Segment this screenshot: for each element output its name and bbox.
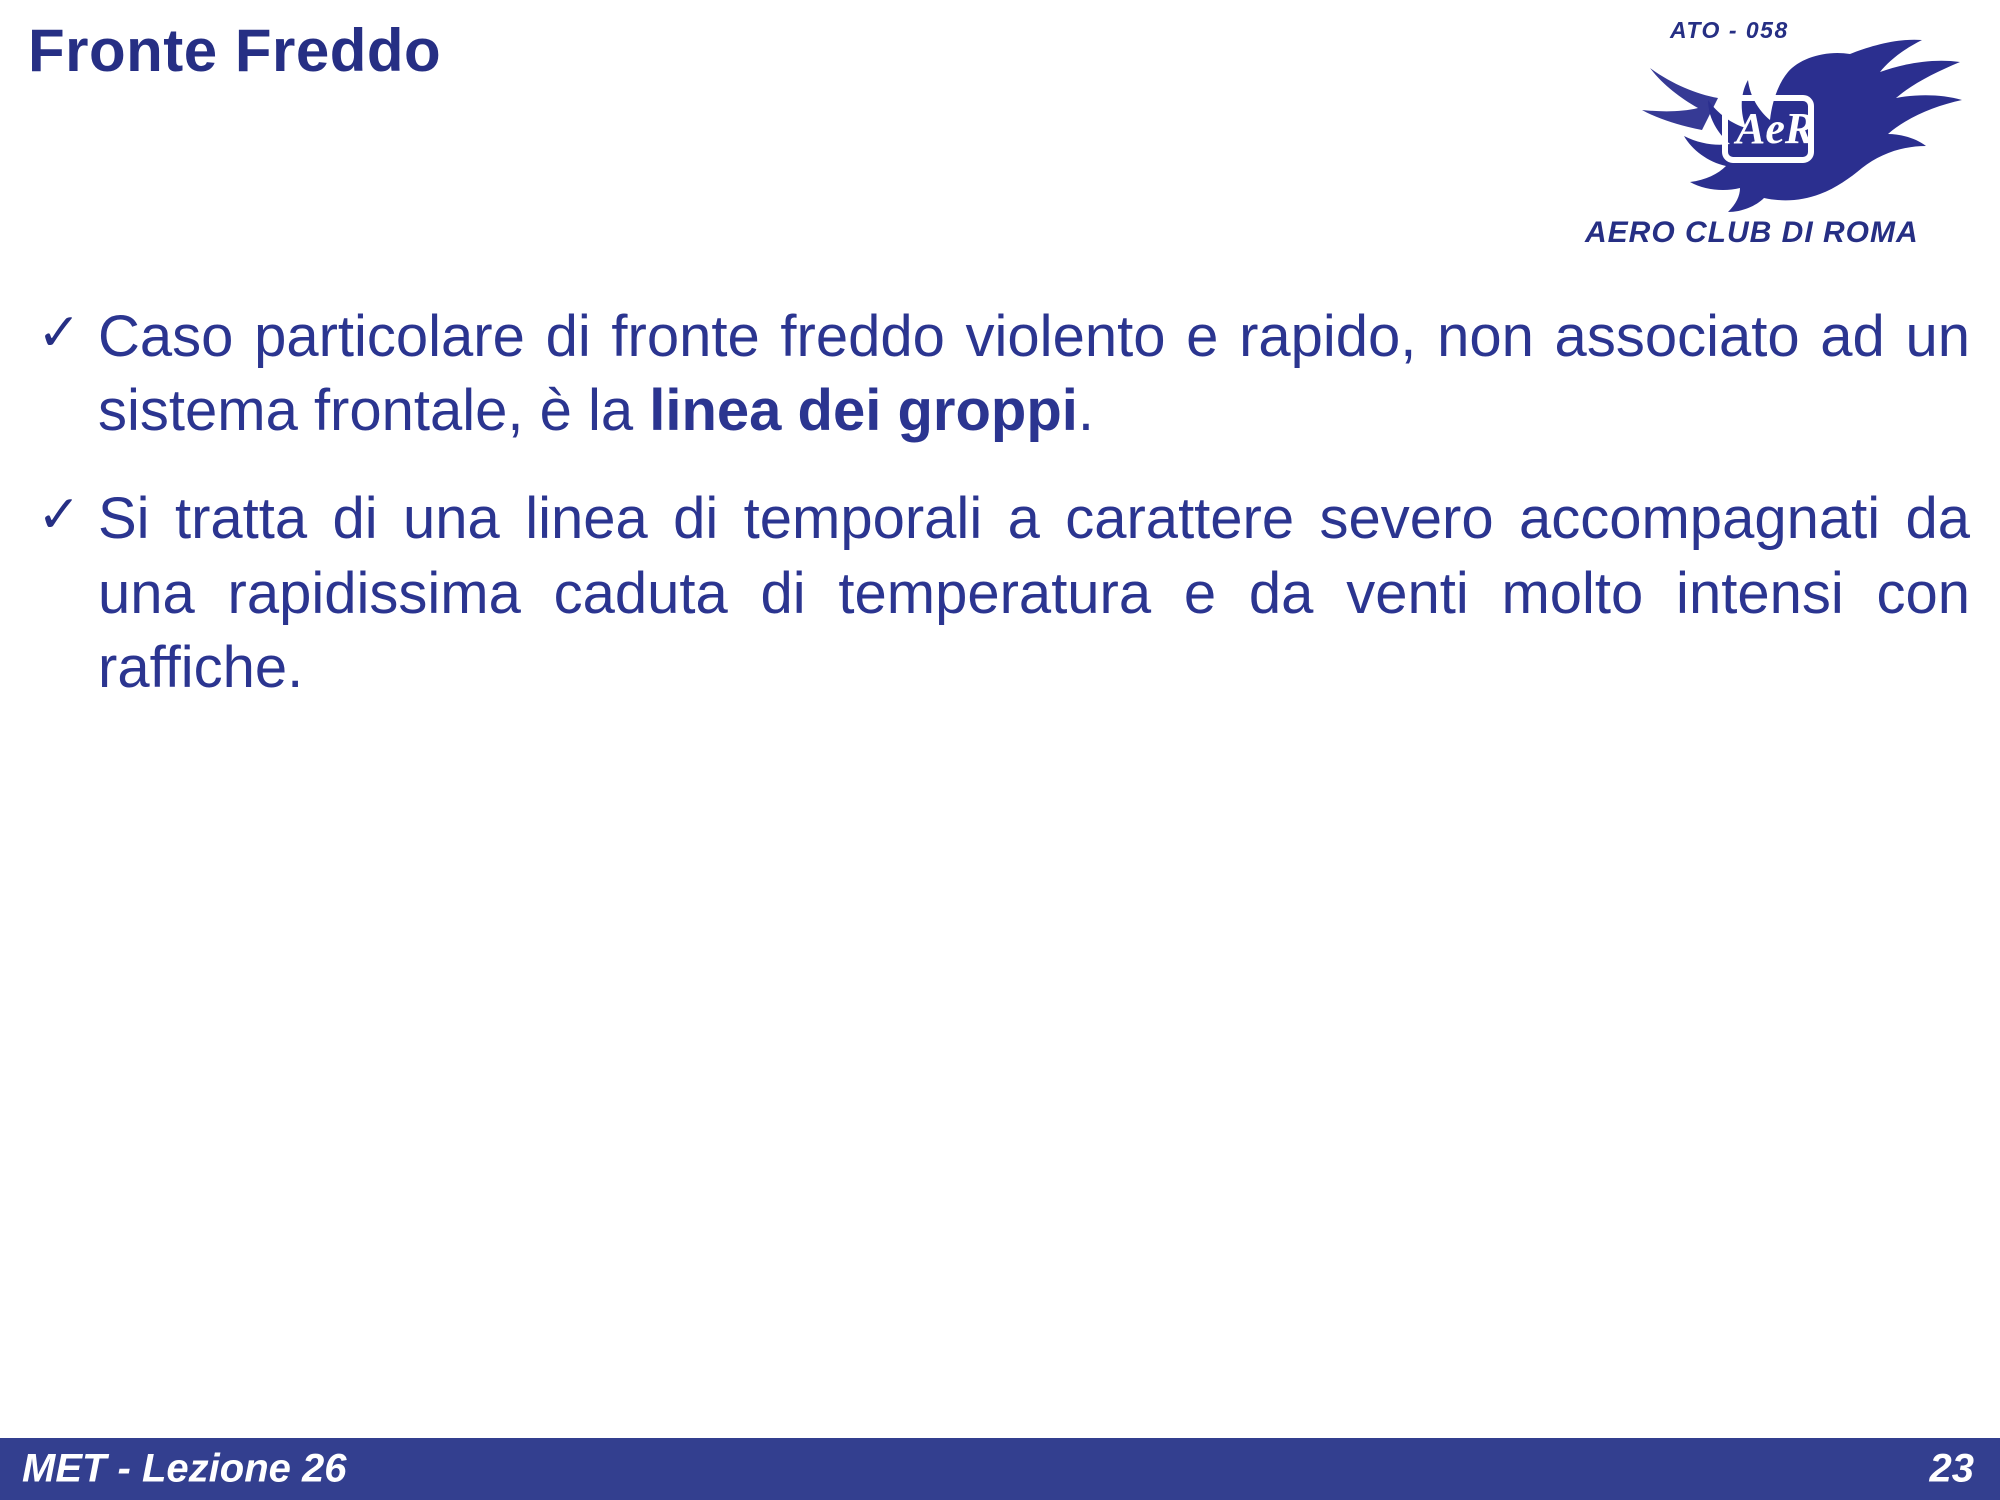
logo-ato-text: ATO - 058 <box>1670 17 1789 43</box>
bullet-text-1-emphasis: linea dei groppi <box>649 378 1078 444</box>
bullet-text-1-part-1: Caso particolare di fronte freddo violento e rapido, non associato ad un sistema frontale, è la <box>98 304 1970 444</box>
logo-monogram <box>1725 98 1814 160</box>
svg-text:AeR: AeR <box>1736 104 1815 153</box>
list-item <box>20 300 1970 448</box>
list-item <box>20 482 1970 705</box>
checkmark-icon: ✓ <box>37 303 81 363</box>
checkmark-icon: ✓ <box>37 485 81 546</box>
page-title: Fronte Freddo <box>28 17 442 84</box>
logo-bottom-text: AERO CLUB DI ROMA <box>1585 216 1919 249</box>
bullet-text-1-part-3: . <box>1077 378 1094 444</box>
bullet-text-1 <box>98 300 1970 448</box>
slide-footer <box>0 1438 2000 1500</box>
footer-lesson-label: MET - Lezione 26 <box>22 1446 347 1491</box>
bullet-text-2: Si tratta di una linea di temporali a carattere severo accompagnati da una rapidissima caduta di temperatura e da venti molto intensi con raffiche. <box>98 486 1970 700</box>
page-number: 23 <box>1929 1446 1974 1491</box>
aero-club-di-roma-eagle-logo <box>1550 10 1980 275</box>
slide-body <box>20 300 1970 739</box>
